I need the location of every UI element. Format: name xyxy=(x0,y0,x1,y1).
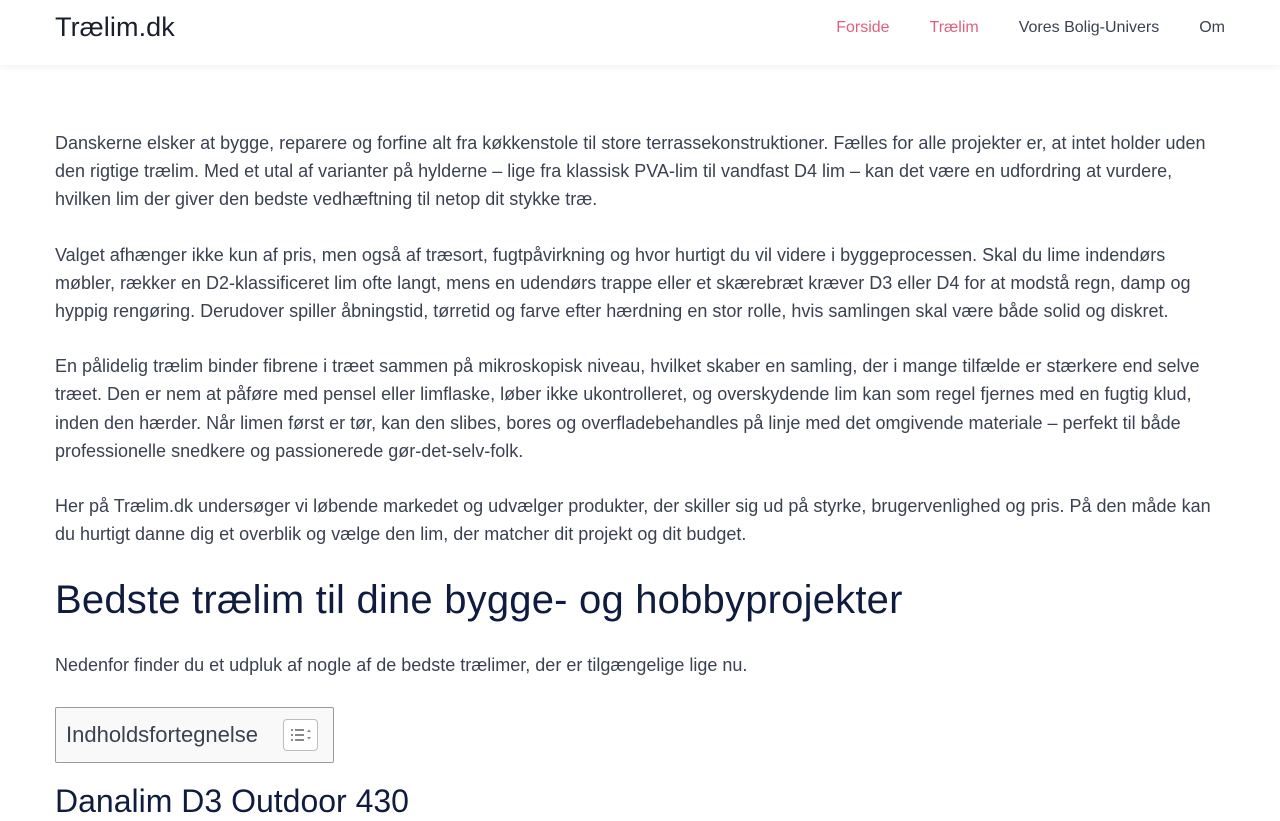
site-logo[interactable]: Trælim.dk xyxy=(55,12,175,42)
article-paragraph-4: Her på Trælim.dk undersøger vi løbende markedet og udvælger produkter, der skiller sig ud på styrke, brugervenlighed og pris. På den måde kan du hurtigt danne dig et overblik og vælge den lim, der matcher dit projekt og dit budget. xyxy=(55,496,1211,545)
toc-title: Indholdsfortegnelse xyxy=(66,721,259,747)
article-content xyxy=(55,129,1225,821)
section-intro: Nedenfor finder du et udpluk af nogle af de bedste trælimer, der er tilgængelige lige nu. xyxy=(55,655,748,676)
article-paragraph-3: En pålidelig trælim binder fibrene i træet sammen på mikroskopisk niveau, hvilket skaber en samling, der i mange tilfælde er stærkere end selve træet. Den er nem at påføre med pensel eller limflaske, løber ikke ukontrolleret, og overskydende lim kan som regel fjernes med en fugtig klud, inden den hærder. Når limen først er tør, kan den slibes, bores og overfladebehandles på linje med det omgivende materiale – perfekt til både professionelle snedkere og passionerede gør-det-selv-folk. xyxy=(55,356,1200,461)
nav-item-bolig-univers[interactable]: Vores Bolig-Univers xyxy=(1018,19,1160,36)
table-of-contents xyxy=(55,707,334,763)
article-paragraph-2: Valget afhænger ikke kun af pris, men også af træsort, fugtpåvirkning og hvor hurtigt du vil videre i byggeprocessen. Skal du lime indendørs møbler, rækker en D2-klassificeret lim ofte langt, mens en udendørs trappe eller et skærebræt kræver D3 eller D4 for at modstå regn, damp og hyppig rengøring. Derudover spiller åbningstid, tørretid og farve efter hærdning en stor rolle, hvis samlingen skal være både solid og diskret. xyxy=(55,244,1191,322)
article-paragraph-1: Danskerne elsker at bygge, reparere og forfine alt fra køkkenstole til store terrassekonstruktioner. Fælles for alle projekter er, at intet holder uden den rigtige trælim. Med et utal af varianter på hylderne – lige fra klassisk PVA-lim til vandfast D4 lim – kan det være en udfordring at vurdere, hvilken lim der giver den bedste vedhæftning til netop dit stykke træ. xyxy=(55,133,1206,210)
product-heading: Danalim D3 Outdoor 430 xyxy=(55,782,409,819)
nav-item-om[interactable]: Om xyxy=(1199,19,1225,36)
main-nav xyxy=(836,19,1225,37)
toc-toggle-button[interactable] xyxy=(283,719,318,751)
section-heading: Bedste trælim til dine bygge- og hobbyprojekter xyxy=(55,578,903,623)
site-header xyxy=(0,0,1280,65)
nav-item-traelim[interactable]: Trælim xyxy=(929,19,979,36)
nav-item-forside[interactable]: Forside xyxy=(836,19,890,36)
list-toggle-icon xyxy=(290,727,312,743)
